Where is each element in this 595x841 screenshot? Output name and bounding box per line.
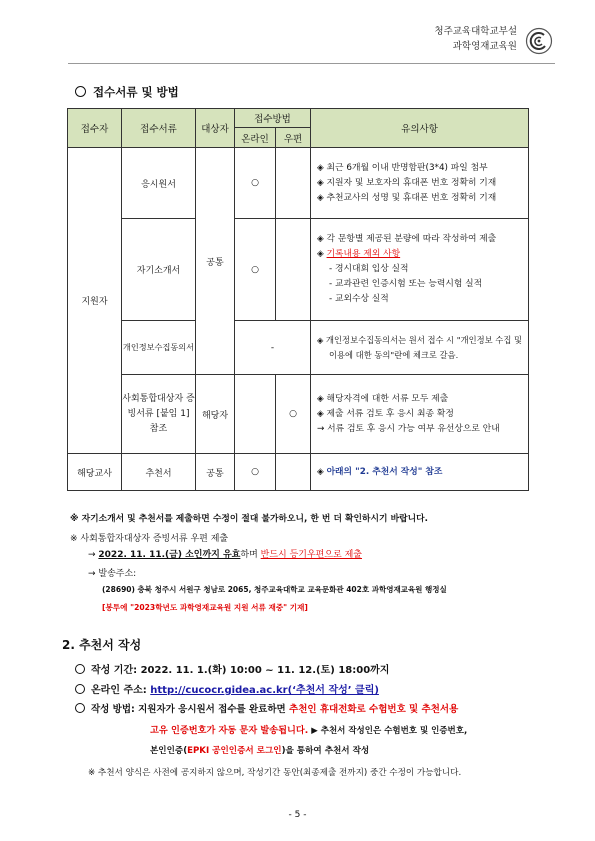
warning-note: ※ 자기소개서 및 추천서를 제출하면 수정이 절대 불가하오니, 한 번 더 확인하시기 바랍니다. bbox=[70, 514, 428, 524]
envelope-note: [봉투에 "2023학년도 과학영재교육원 지원 서류 재중" 기재] bbox=[102, 603, 308, 612]
hollow-circle-bullet-icon bbox=[75, 86, 86, 97]
table-row bbox=[68, 375, 529, 454]
header-org bbox=[434, 24, 517, 54]
method-line-2: 고유 인증번호가 자동 문자 발송됩니다. ▶ 추천서 작성인은 수험번호 및 인증번호, bbox=[150, 725, 468, 736]
target-cell: 공통 bbox=[196, 148, 235, 375]
header-divider bbox=[68, 63, 555, 64]
header-mail: 우편 bbox=[276, 128, 311, 148]
header-online: 온라인 bbox=[235, 128, 276, 148]
mail-cell bbox=[276, 454, 311, 491]
recommendation-link[interactable]: http://cucocr.gidea.ac.kr(‘추천서 작성’ 클릭) bbox=[150, 685, 379, 696]
document-cell: 추천서 bbox=[122, 454, 196, 491]
deadline-note: → 2022. 11. 11.(금) 소인까지 유효하며 반드시 등기우편으로 제출 bbox=[88, 550, 362, 560]
online-cell: ○ bbox=[235, 148, 276, 219]
target-cell: 공통 bbox=[196, 454, 235, 491]
notes-cell: ◈ 개인정보수집동의서는 원서 접수 시 "개인정보 수집 및 이용에 대한 동의"란에 체크로 갈음. bbox=[311, 321, 529, 375]
page-number: - 5 - bbox=[288, 810, 307, 820]
online-cell: ○ bbox=[235, 219, 276, 321]
document-cell: 개인정보수집동의서 bbox=[122, 321, 196, 375]
document-cell: 사회통합대상자 증빙서류 [붙임 1] 참조 bbox=[122, 375, 196, 454]
header-applicant: 접수자 bbox=[68, 109, 122, 148]
hollow-circle-bullet-icon bbox=[75, 684, 85, 694]
methods-cell: - bbox=[235, 321, 311, 375]
online-address-line: 온라인 주소: http://cucocr.gidea.ac.kr(‘추천서 작성’ 클릭) bbox=[75, 681, 379, 696]
method-line-1: 작성 방법: 지원자가 응시원서 접수를 완료하면 추천인 휴대전화로 수험번호 및 추천서용 bbox=[75, 701, 458, 715]
table-row bbox=[68, 454, 529, 491]
notes-cell: ◈ 해당자격에 대한 서류 모두 제출 ◈ 제출 서류 검토 후 응시 최종 확정 → 서류 검토 후 응시 가능 여부 유선상으로 안내 bbox=[311, 375, 529, 454]
applicant-cell: 해당교사 bbox=[68, 454, 122, 491]
header-org-line1: 청주교육대학교부설 bbox=[434, 26, 517, 37]
table-row bbox=[68, 148, 529, 219]
hollow-circle-bullet-icon bbox=[75, 703, 85, 713]
mail-cell: ○ bbox=[276, 375, 311, 454]
period-line: 작성 기간: 2022. 11. 1.(화) 10:00 ~ 11. 12.(토) 18:00까지 bbox=[75, 661, 389, 676]
online-cell bbox=[235, 375, 276, 454]
header-notes: 유의사항 bbox=[311, 109, 529, 148]
header-document: 접수서류 bbox=[122, 109, 196, 148]
mail-submission-note: ※ 사회통합자대상자 증빙서류 우편 제출 bbox=[70, 534, 229, 544]
method-line-3: 본인인증(EPKI 공인인증서 로그인)을 통하여 추천서 작성 bbox=[150, 746, 370, 756]
document-cell: 응시원서 bbox=[122, 148, 196, 219]
header-target: 대상자 bbox=[196, 109, 235, 148]
documents-table bbox=[67, 108, 529, 491]
header-method: 접수방법 bbox=[235, 109, 311, 128]
document-cell: 자기소개서 bbox=[122, 219, 196, 321]
hollow-circle-bullet-icon bbox=[75, 664, 85, 674]
online-cell: ○ bbox=[235, 454, 276, 491]
target-cell: 해당자 bbox=[196, 375, 235, 454]
applicant-group-cell: 지원자 bbox=[68, 148, 122, 454]
section-title-documents: 접수서류 및 방법 bbox=[75, 84, 179, 100]
mail-cell bbox=[276, 219, 311, 321]
notes-cell: ◈ 아래의 "2. 추천서 작성" 참조 bbox=[311, 454, 529, 491]
notes-cell: ◈ 각 문항별 제공된 분량에 따라 작성하여 제출 ◈ 기록내용 제외 사항 - 경시대회 입상 실적 - 교과관련 인증시험 또는 능력시험 실적 - 교외수상 실적 bbox=[311, 219, 529, 321]
table-row bbox=[68, 321, 529, 375]
address-label: → 발송주소: bbox=[88, 569, 137, 579]
mailing-address: (28690) 충북 청주시 서원구 청남로 2065, 청주교육대학교 교육문화관 402호 과학영재교육원 행정실 bbox=[102, 585, 447, 594]
mail-cell bbox=[276, 148, 311, 219]
institute-logo-icon bbox=[525, 27, 553, 55]
notes-cell: ◈ 최근 6개월 이내 반명함판(3*4) 파일 첨부 ◈ 지원자 및 보호자의 휴대폰 번호 정확히 기재 ◈ 추천교사의 성명 및 휴대폰 번호 정확히 기재 bbox=[311, 148, 529, 219]
table-row bbox=[68, 219, 529, 321]
section-title-recommendation: 2. 추천서 작성 bbox=[62, 638, 142, 652]
header-org-line2: 과학영재교육원 bbox=[452, 41, 517, 52]
recommendation-footnote: ※ 추천서 양식은 사전에 공지하지 않으며, 작성기간 동안(최종제출 전까지) 중간 수정이 가능합니다. bbox=[88, 768, 462, 778]
